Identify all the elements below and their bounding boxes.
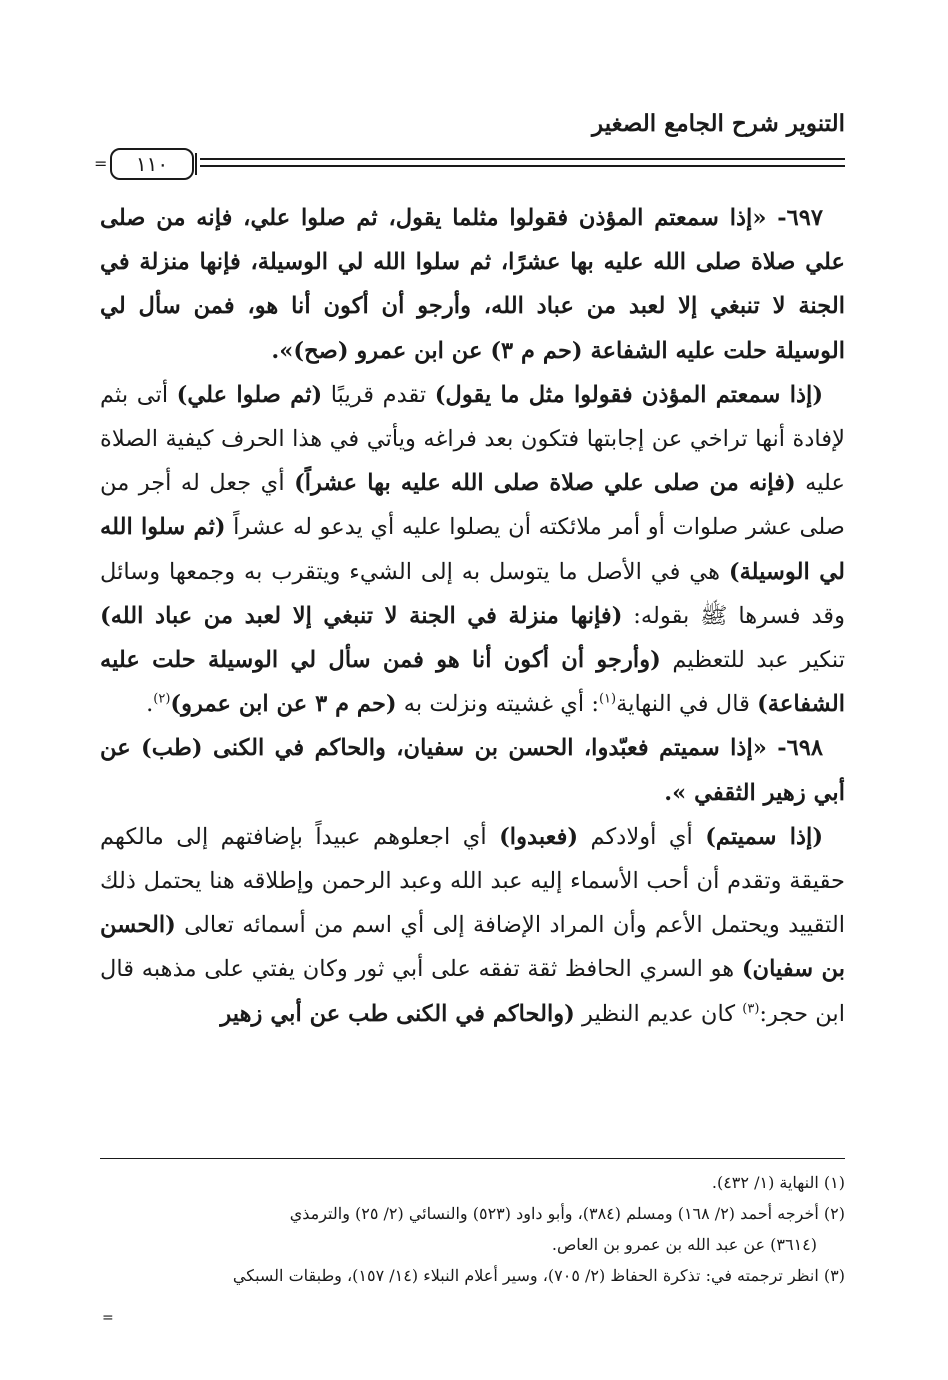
footnote-ref[interactable]: (٢) — [153, 691, 171, 707]
hadith-698-number: ٦٩٨- — [766, 735, 824, 762]
commentary-text: تقدم قريبًا — [322, 381, 435, 408]
page-mark: = — [94, 154, 108, 173]
quote: (ثم صلوا علي) — [176, 381, 323, 408]
commentary-text: هو السري الحافظ ثقة تفقه على أبي ثور وكان يفتي على مذهبه قال ابن حجر: — [100, 956, 845, 1027]
commentary-text: . — [146, 691, 154, 718]
commentary-698 — [100, 815, 845, 1036]
page-header — [94, 104, 845, 180]
hadith-697 — [100, 196, 845, 373]
quote: (إذا سمعتم المؤذن فقولوا مثل ما يقول) — [434, 381, 824, 408]
header-double-line — [200, 158, 845, 167]
commentary-text: : أي غشيته ونزلت به — [396, 691, 599, 718]
commentary-text: هي في الأصل ما يتوسل به إلى الشيء ويتقرب به وجمعها وسائل وقد فسرها ﷺ بقوله: — [100, 558, 846, 629]
footnote-ref[interactable]: (١) — [598, 691, 617, 707]
hadith-698-text: «إذا سميتم فعبّدوا، الحسن بن سفيان، والحاكم في الكنى (طب) عن أبي زهير الثقفي ». — [100, 735, 845, 806]
commentary-697 — [100, 373, 845, 727]
commentary-text: كان عديم النظير — [574, 1000, 743, 1027]
quote: (ثم سلوا الله لي الوسيلة) — [100, 514, 845, 585]
continuation-mark: = — [102, 1310, 114, 1326]
quote: (فإنها منزلة في الجنة لا تنبغي إلا لعبد من عباد الله) — [100, 602, 623, 629]
commentary-text: أتى بثم لإفادة أنها تراخي عن إجابتها فتكون بعد فراغه ويأتي في هذا الحرف كيفية الصلاة عليه — [100, 381, 846, 497]
quote: (فعبدوا) — [499, 823, 579, 850]
footnote-3: (٣) انظر ترجمته في: تذكرة الحفاظ (٢/ ٧٠٥)، وسير أعلام النبلاء (١٤/ ١٥٧)، وطبقات السبكي — [232, 1266, 845, 1285]
quote: (والحاكم في الكنى طب عن أبي زهير — [220, 1000, 575, 1027]
quote: (وأرجو أن أكون أنا هو فمن سأل لي الوسيلة حلت عليه الشفاعة) — [100, 647, 845, 718]
main-text — [100, 196, 845, 1036]
hadith-698 — [100, 726, 845, 814]
hadith-697-text: «إذا سمعتم المؤذن فقولوا مثلما يقول، ثم صلوا علي، فإنه من صلى علي صلاة صلى الله عليه بها عشرًا، ثم سلوا الله لي الوسيلة، فإنها منزلة في الجنة لا تنبغي إلا لعبد من عباد الله، وأرجو أن أكون أنا هو، فمن سأل لي الوسيلة حلت عليه الشفاعة (حم م ٣) عن ابن عمرو (صح)». — [100, 205, 845, 364]
quote: (إذا سميتم) — [705, 823, 824, 850]
commentary-text: أي جعل له أجر من صلى عشر صلوات أو أمر ملائكته أن يصلوا عليه أي يدعو له عشراً — [100, 470, 845, 541]
commentary-text: أي أولادكم — [578, 823, 706, 850]
footnote-1: (١) النهاية (١/ ٤٣٢). — [711, 1173, 845, 1192]
footnote-2-continued: (٣٦١٤) عن عبد الله بن عمرو بن العاص. — [551, 1235, 817, 1254]
commentary-text: قال في النهاية — [616, 691, 758, 718]
commentary-text: أي اجعلوهم عبيداً بإضافتهم إلى مالكهم حقيقة وتقدم أن أحب الأسماء إليه عبد الله وعبد الرحمن وإطلاقه هنا يحتمل ذلك التقييد ويحتمل الأعم وأن المراد الإضافة إلى أي اسم من أسمائه تعالى — [100, 823, 845, 939]
hadith-697-number: ٦٩٧- — [766, 205, 823, 231]
footnote-ref[interactable]: (٣) — [742, 1001, 760, 1017]
book-title: التنوير شرح الجامع الصغير — [592, 110, 845, 137]
quote: (حم م ٣ عن ابن عمرو) — [170, 691, 397, 718]
quote: (الحسن بن سفيان) — [100, 912, 845, 983]
quote: (فإنه من صلى علي صلاة صلى الله عليه بها عشراً) — [294, 470, 796, 497]
header-rule — [94, 148, 845, 182]
commentary-text: تنكير عبد للتعظيم — [660, 647, 845, 674]
footnote-2: (٢) أخرجه أحمد (٢/ ١٦٨) ومسلم (٣٨٤)، وأبو داود (٥٢٣) والنسائي (٢/ ٢٥) والترمذي — [289, 1204, 845, 1223]
footnotes — [100, 1158, 845, 1291]
page-number: ١١٠ — [110, 148, 194, 180]
